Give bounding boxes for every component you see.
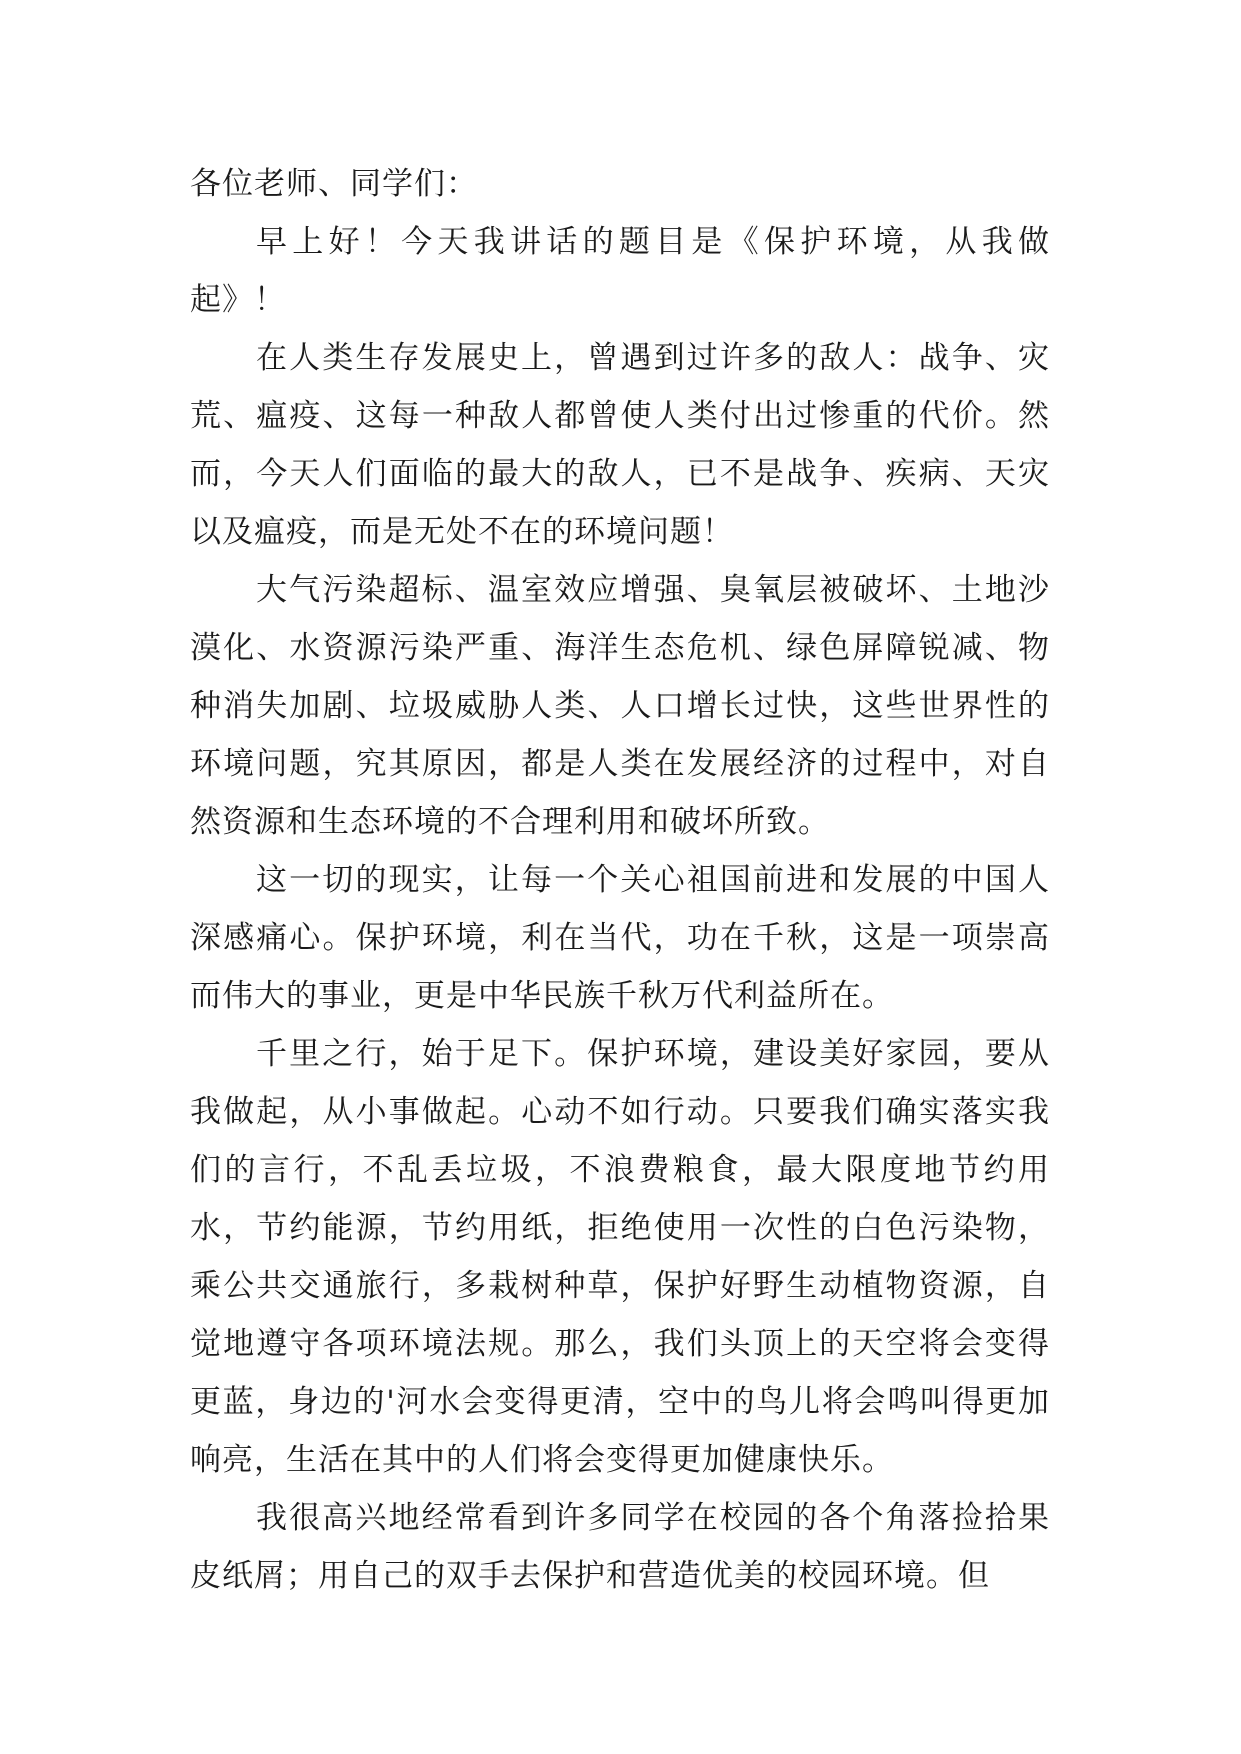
paragraph-campus: 我很高兴地经常看到许多同学在校园的各个角落捡拾果皮纸屑；用自己的双手去保护和营造优美的校园环境。但 (190, 1500, 1050, 1594)
greeting: 各位老师、同学们： (190, 166, 478, 202)
paragraph-enemies: 在人类生存发展史上，曾遇到过许多的敌人：战争、灾荒、瘟疫、这每一种敌人都曾使人类付出过惨重的代价。然而，今天人们面临的最大的敌人，已不是战争、疾病、天灾以及瘟疫，而是无处不在的环境问题！ (190, 340, 1050, 550)
paragraph-opening: 早上好！今天我讲话的题目是《保护环境，从我做起》！ (190, 224, 1050, 318)
paragraph-action: 千里之行，始于足下。保护环境，建设美好家园，要从我做起，从小事做起。心动不如行动。只要我们确实落实我们的言行，不乱丢垃圾，不浪费粮食，最大限度地节约用水，节约能源，节约用纸，拒绝使用一次性的白色污染物，乘公共交通旅行，多栽树种草，保护好野生动植物资源，自觉地遵守各项环境法规。那么，我们头顶上的天空将会变得更蓝，身边的'河水会变得更清，空中的鸟儿将会鸣叫得更加响亮，生活在其中的人们将会变得更加健康快乐。 (190, 1036, 1050, 1478)
speech-body (190, 155, 1050, 1605)
paragraph-reality: 这一切的现实，让每一个关心祖国前进和发展的中国人深感痛心。保护环境，利在当代，功在千秋，这是一项崇高而伟大的事业，更是中华民族千秋万代利益所在。 (190, 862, 1050, 1014)
paragraph-environment-problems: 大气污染超标、温室效应增强、臭氧层被破坏、土地沙漠化、水资源污染严重、海洋生态危机、绿色屏障锐减、物种消失加剧、垃圾威胁人类、人口增长过快，这些世界性的环境问题，究其原因，都是人类在发展经济的过程中，对自然资源和生态环境的不合理利用和破坏所致。 (190, 572, 1050, 840)
